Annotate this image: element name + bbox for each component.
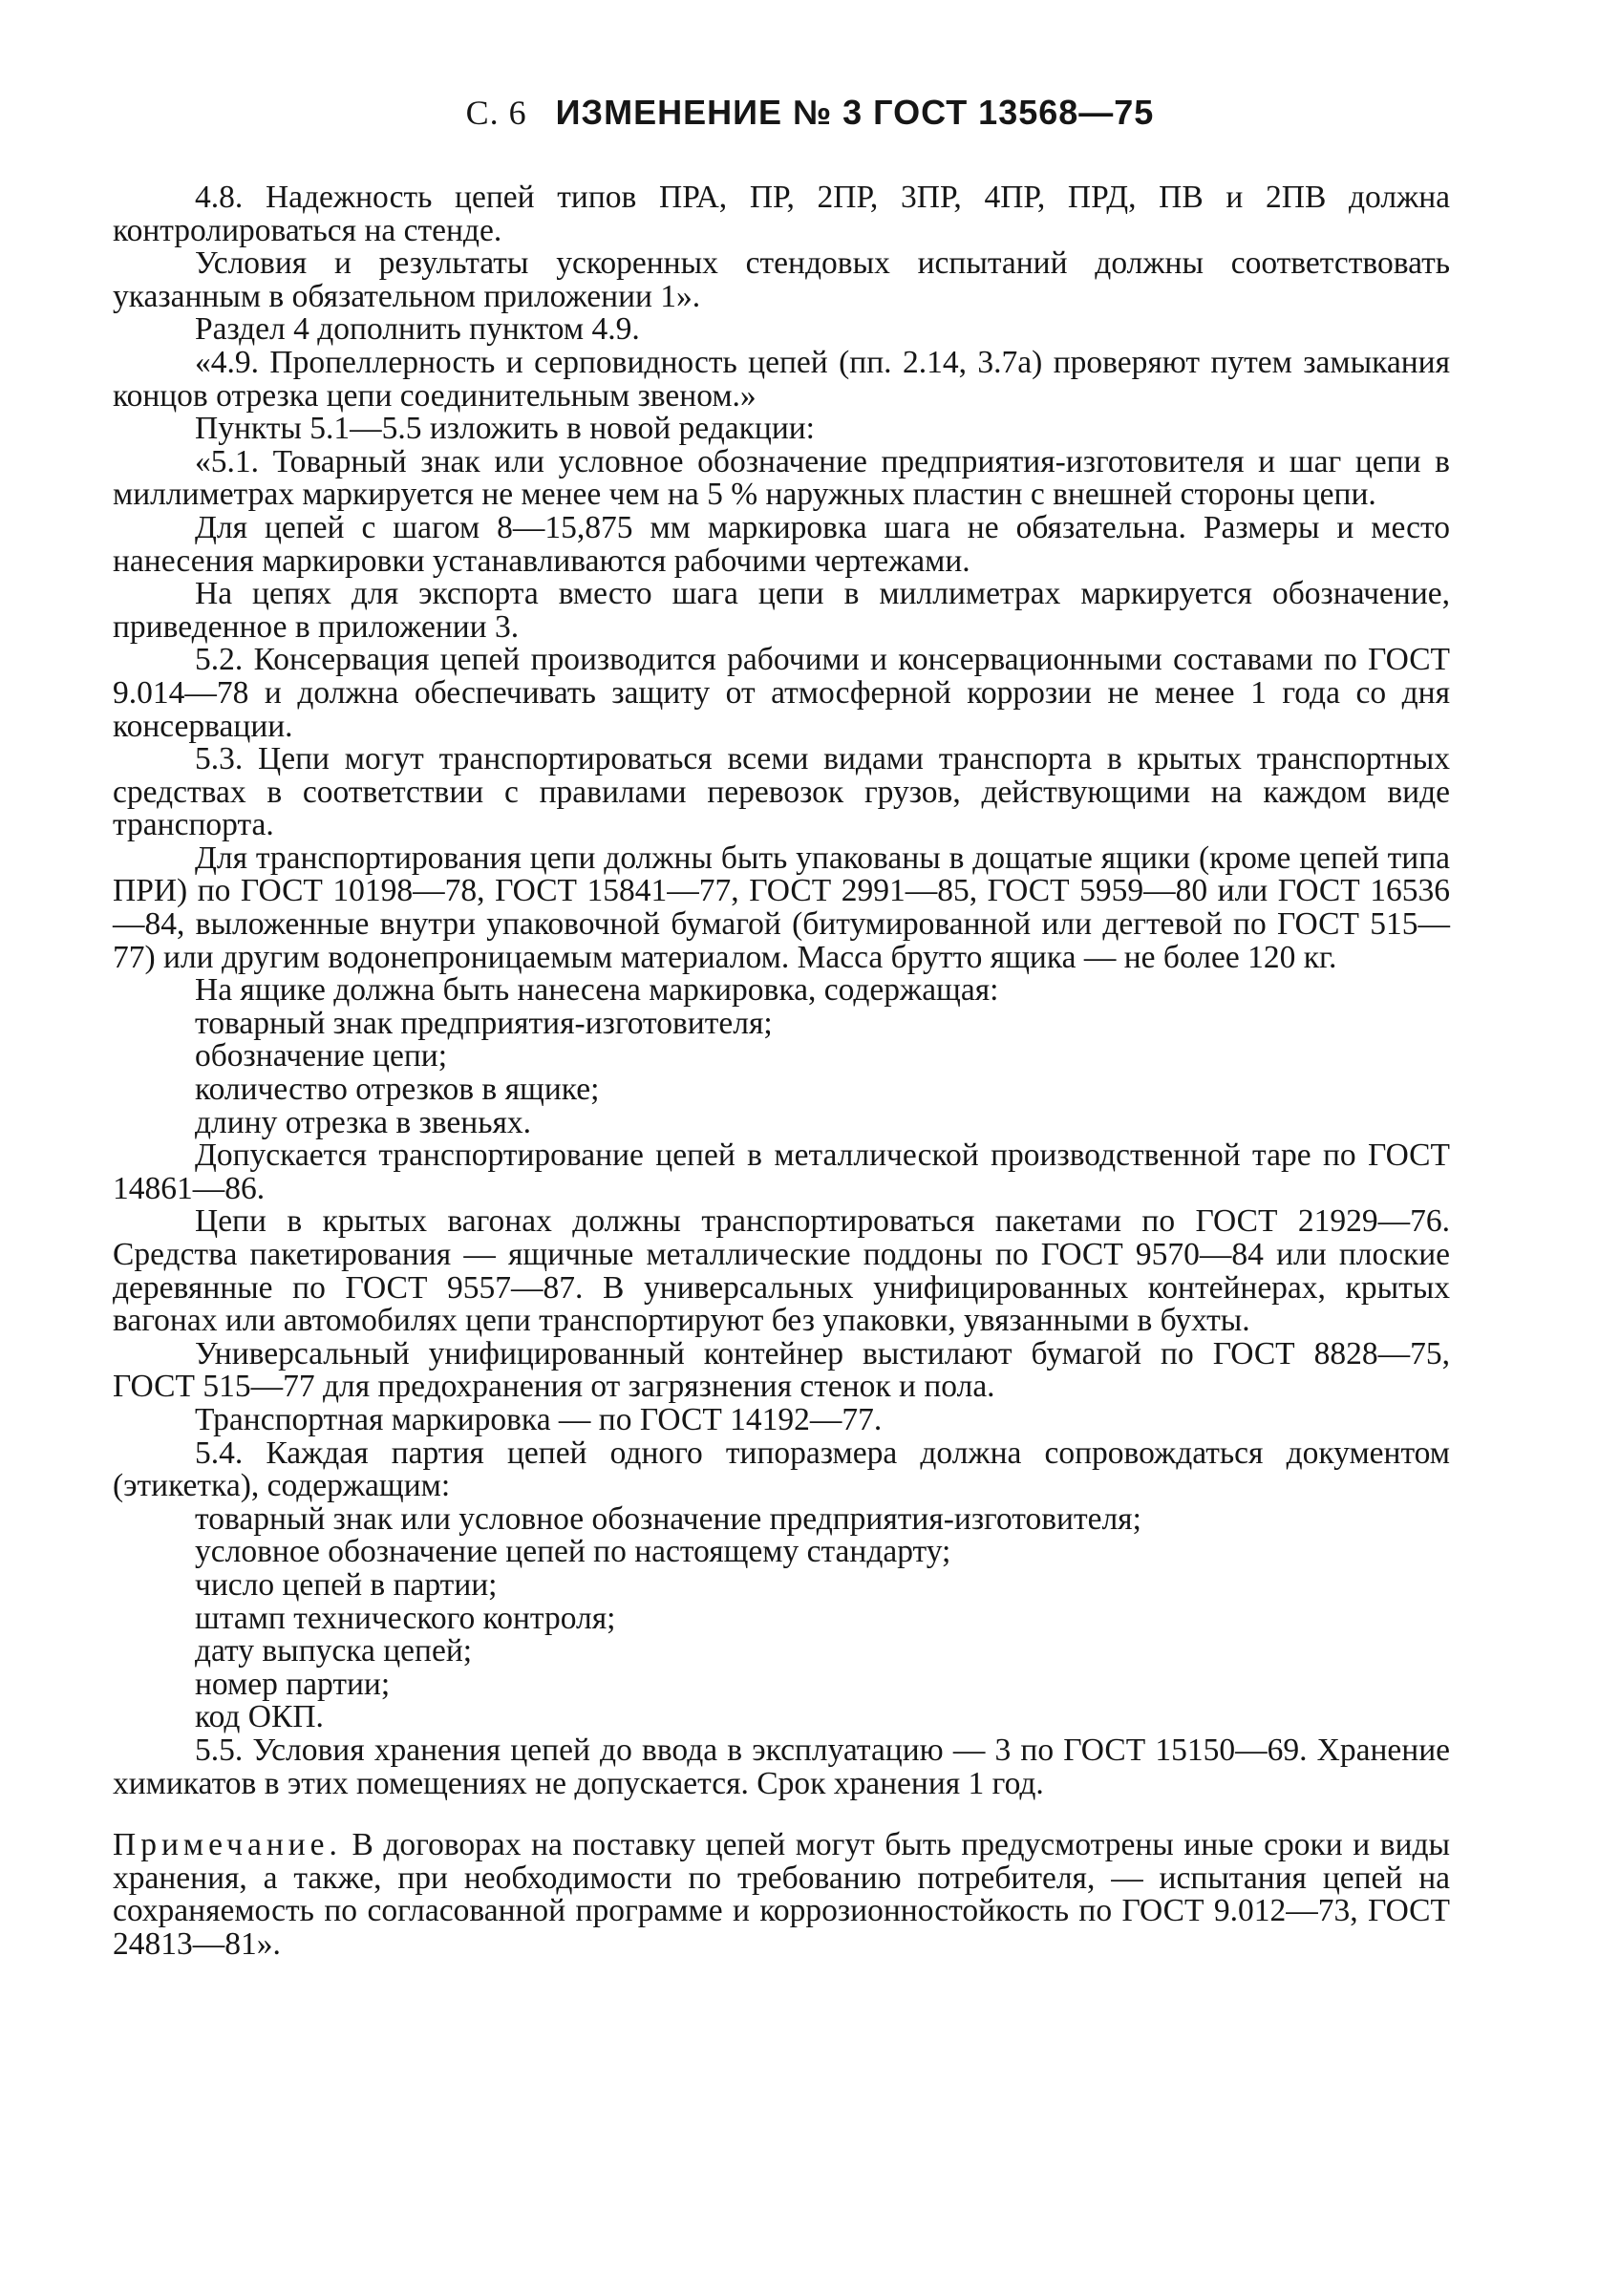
list-item: штамп технического контроля; [195,1600,616,1636]
paragraph: Транспортная маркировка — по ГОСТ 14192—77. [195,1401,883,1437]
paragraph: Универсальный унифицированный контейнер выстилают бумагой по ГОСТ 8828—75, ГОСТ 515—77 для предохранения от загрязнения стенок и пола. [113,1335,1450,1405]
paragraph: Для цепей с шагом 8—15,875 мм маркировка шага не обязательна. Размеры и место нанесения маркировки устанавливаются рабочими чертежами. [113,509,1450,579]
list-item: обозначение цепи; [195,1038,448,1074]
paragraph: 5.5. Условия хранения цепей до ввода в эксплуатацию — 3 по ГОСТ 15150—69. Хранение химикатов в этих помещениях не допускается. Срок хранения 1 год. [113,1732,1450,1801]
paragraph: На ящике должна быть нанесена маркировка, содержащая: [195,972,999,1009]
paragraph: «4.9. Пропеллерность и серповидность цепей (пп. 2.14, 3.7а) проверяют путем замыкания концов отрезка цепи соединительным звеном.» [113,344,1450,414]
list-item: условное обозначение цепей по настоящему стандарту; [195,1534,951,1570]
paragraph: Условия и результаты ускоренных стендовых испытаний должны соответствовать указанным в обязательном приложении 1». [113,245,1450,314]
note-text: В договорах на поставку цепей могут быть предусмотрены иные сроки и виды хранения, а также, при необходимости по требованию потребителя, — испытания цепей на сохраняемость по согласованной программе и коррозионностойкость по ГОСТ 9.012—73, ГОСТ 24813—81». [113,1827,1450,1962]
paragraph: 5.4. Каждая партия цепей одного типоразмера должна сопровождаться документом (этикетка), содержащим: [113,1435,1450,1504]
paragraph: 5.3. Цепи могут транспортироваться всеми видами транспорта в крытых транспортных средствах в соответствии с правилами перевозок грузов, действующими на каждом виде транспорта. [113,741,1450,843]
paragraph: На цепях для экспорта вместо шага цепи в миллиметрах маркируется обозначение, приведенное в приложении 3. [113,576,1450,645]
page-number: С. 6 [465,94,527,132]
list-item: число цепей в партии; [195,1566,498,1603]
paragraph: Допускается транспортирование цепей в металлической производственной таре по ГОСТ 14861—86. [113,1137,1450,1206]
paragraph: Цепи в крытых вагонах должны транспортироваться пакетами по ГОСТ 21929—76. Средства пакетирования — ящичные металлические поддоны по ГОСТ 9570—84 или плоские деревянные по ГОСТ 9557—87. В универсальных унифицированных контейнерах, крытых вагонах или автомобилях цепи транспортируют без упаковки, увязанными в бухты. [113,1203,1450,1339]
list-item: код ОКП. [195,1699,324,1735]
document-title: ИЗМЕНЕНИЕ № 3 ГОСТ 13568—75 [555,93,1155,132]
paragraph-list [113,181,1450,1800]
paragraph: «5.1. Товарный знак или условное обозначение предприятия-изготовителя и шаг цепи в миллиметрах маркируется не менее чем на 5 % наружных пластин с внешней стороны цепи. [113,443,1450,513]
paragraph: Для транспортирования цепи должны быть упакованы в дощатые ящики (кроме цепей типа ПРИ) по ГОСТ 10198—78, ГОСТ 15841—77, ГОСТ 2991—85, ГОСТ 5959—80 или ГОСТ 16536—84, выложенные внутри упаковочной бумагой (битумированной или дегтевой по ГОСТ 515—77) или другим водонепроницаемым материалом. Масса брутто ящика — не более 120 кг. [113,840,1450,975]
list-item: дату выпуска цепей; [195,1633,473,1669]
note-label: Примечание. [113,1827,342,1863]
paragraph: 5.2. Консервация цепей производится рабочими и консервационными составами по ГОСТ 9.014—78 и должна обеспечивать защиту от атмосферной коррозии не менее 1 года со дня консервации. [113,642,1450,744]
paragraph: Пункты 5.1—5.5 изложить в новой редакции: [195,411,815,447]
list-item: номер партии; [195,1666,391,1702]
list-item: товарный знак предприятия-изготовителя; [195,1005,773,1041]
page-header [0,92,1620,134]
list-item: количество отрезков в ящике; [195,1072,600,1108]
list-item: длину отрезка в звеньях. [195,1104,532,1140]
document-body [113,181,1450,1961]
paragraph: 4.8. Надежность цепей типов ПРА, ПР, 2ПР, 3ПР, 4ПР, ПРД, ПВ и 2ПВ должна контролироваться на стенде. [113,180,1450,248]
paragraph: Раздел 4 дополнить пунктом 4.9. [195,311,640,348]
list-item: товарный знак или условное обозначение предприятия-изготовителя; [195,1500,1141,1537]
note-paragraph [113,1829,1450,1961]
